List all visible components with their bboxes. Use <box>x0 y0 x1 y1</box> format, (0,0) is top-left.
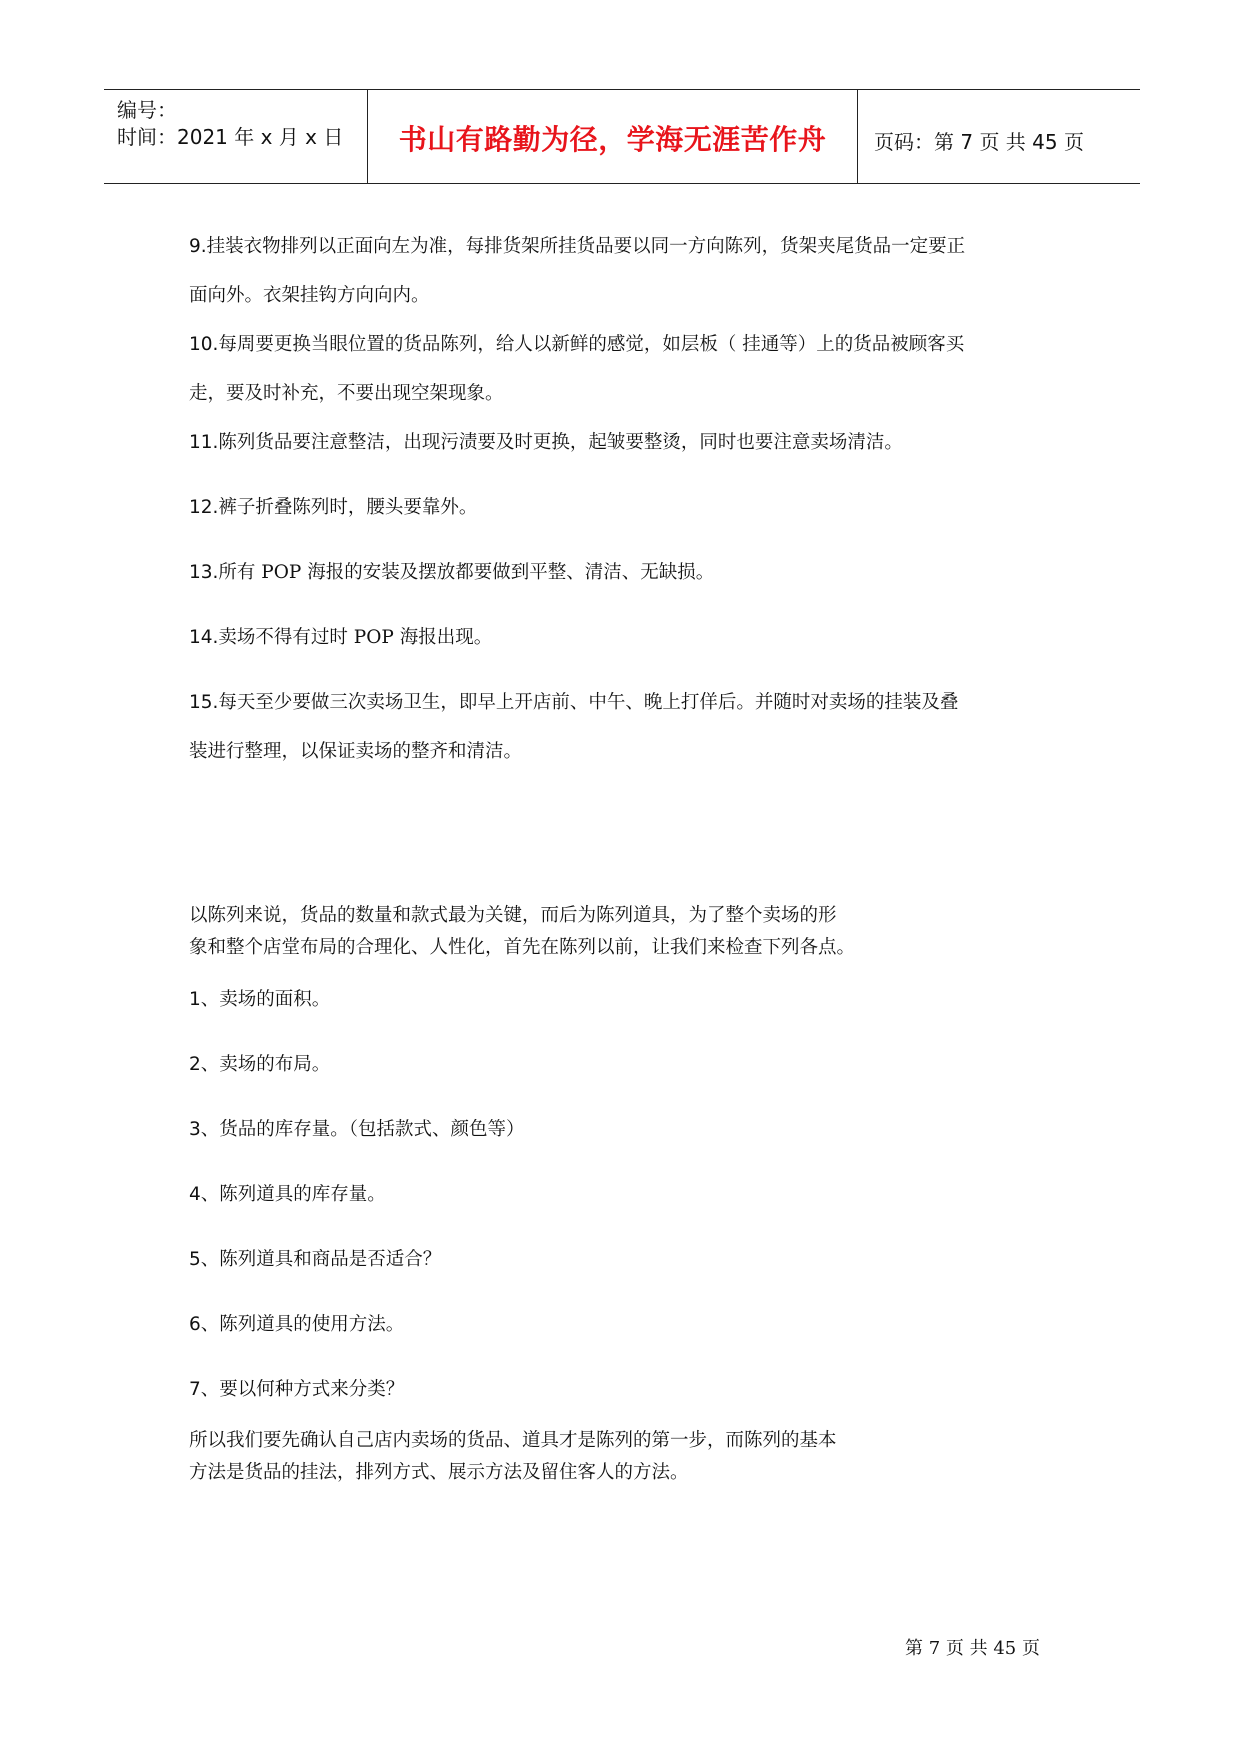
paragraph-line <box>189 737 522 763</box>
item-text: 、货品的库存量。（包括款式、颜色等） <box>200 1119 525 1140</box>
item-number: 13. <box>189 562 219 583</box>
page-header <box>104 89 1140 184</box>
paragraph-line <box>189 281 430 307</box>
item-text: 装进行整理，以保证卖场的整齐和清洁。 <box>189 741 523 762</box>
item-number: 12. <box>189 497 219 518</box>
paragraph-line <box>189 623 492 649</box>
header-left-cell <box>104 90 368 183</box>
item-number: 1 <box>189 989 201 1010</box>
paragraph-line <box>189 1458 689 1484</box>
list-item <box>189 1180 386 1206</box>
item-text: 、要以何种方式来分类？ <box>200 1379 405 1400</box>
page-footer: 第 7 页 共 45 页 <box>905 1638 1040 1659</box>
item-number: 2 <box>189 1054 201 1075</box>
paragraph-line <box>189 558 714 584</box>
list-item <box>189 1115 525 1141</box>
item-number: 5 <box>189 1249 201 1270</box>
paragraph-line <box>189 428 903 454</box>
item-number: 14. <box>189 627 219 648</box>
item-number: 11. <box>189 432 219 453</box>
paragraph-line <box>189 1426 837 1452</box>
list-item <box>189 1310 404 1336</box>
item-text: 象和整个店堂布局的合理化、人性化，首先在陈列以前，让我们来检查下列各点。 <box>189 937 856 958</box>
item-text: 、陈列道具的库存量。 <box>200 1184 386 1205</box>
item-text: 裤子折叠陈列时，腰头要靠外。 <box>218 497 478 518</box>
item-number: 10. <box>189 334 219 355</box>
item-number: 9. <box>189 236 207 257</box>
item-text: 所以我们要先确认自己店内卖场的货品、道具才是陈列的第一步，而陈列的基本 <box>189 1430 837 1451</box>
list-item <box>189 1245 441 1271</box>
item-text: 挂装衣物排列以正面向左为准，每排货架所挂货品要以同一方向陈列，货架夹尾货品一定要正 <box>206 236 966 257</box>
item-number: 6 <box>189 1314 201 1335</box>
header-motto: 书山有路勤为径，学海无涯苦作舟 <box>398 123 827 156</box>
paragraph-line <box>189 330 964 356</box>
paragraph-line <box>189 379 504 405</box>
item-text: 卖场不得有过时 POP 海报出现。 <box>218 627 493 648</box>
item-text: 每周要更换当眼位置的货品陈列，给人以新鲜的感觉，如层板（ 挂通等）上的货品被顾客买 <box>218 334 965 355</box>
item-number: 15. <box>189 692 219 713</box>
item-number: 3 <box>189 1119 201 1140</box>
item-text: 所有 POP 海报的安装及摆放都要做到平整、清洁、无缺损。 <box>218 562 715 583</box>
item-text: 、陈列道具和商品是否适合？ <box>200 1249 442 1270</box>
header-right-cell <box>858 90 1140 183</box>
document-number-label: 编号： <box>117 98 177 122</box>
item-text: 方法是货品的挂法，排列方式、展示方法及留住客人的方法。 <box>189 1462 689 1483</box>
paragraph-line <box>189 933 855 959</box>
header-page-info: 页码：第 7 页 共 45 页 <box>874 130 1084 154</box>
list-item <box>189 1375 404 1401</box>
item-number: 7 <box>189 1379 201 1400</box>
header-middle-cell <box>368 90 858 183</box>
item-text: 面向外。衣架挂钩方向向内。 <box>189 285 430 306</box>
paragraph-line <box>189 493 477 519</box>
item-text: 每天至少要做三次卖场卫生，即早上开店前、中午、晚上打佯后。并随时对卖场的挂装及叠 <box>218 692 959 713</box>
document-date: 时间：2021 年 x 月 x 日 <box>117 125 344 149</box>
paragraph-line <box>189 232 965 258</box>
item-text: 、卖场的布局。 <box>200 1054 331 1075</box>
item-text: 陈列货品要注意整洁，出现污渍要及时更换，起皱要整烫，同时也要注意卖场清洁。 <box>218 432 903 453</box>
item-text: 、陈列道具的使用方法。 <box>200 1314 405 1335</box>
list-item <box>189 985 330 1011</box>
paragraph-line <box>189 688 958 714</box>
item-text: 走，要及时补充，不要出现空架现象。 <box>189 383 504 404</box>
item-number: 4 <box>189 1184 201 1205</box>
item-text: 、卖场的面积。 <box>200 989 331 1010</box>
item-text: 以陈列来说，货品的数量和款式最为关键，而后为陈列道具，为了整个卖场的形 <box>189 905 837 926</box>
list-item <box>189 1050 330 1076</box>
paragraph-line <box>189 901 837 927</box>
